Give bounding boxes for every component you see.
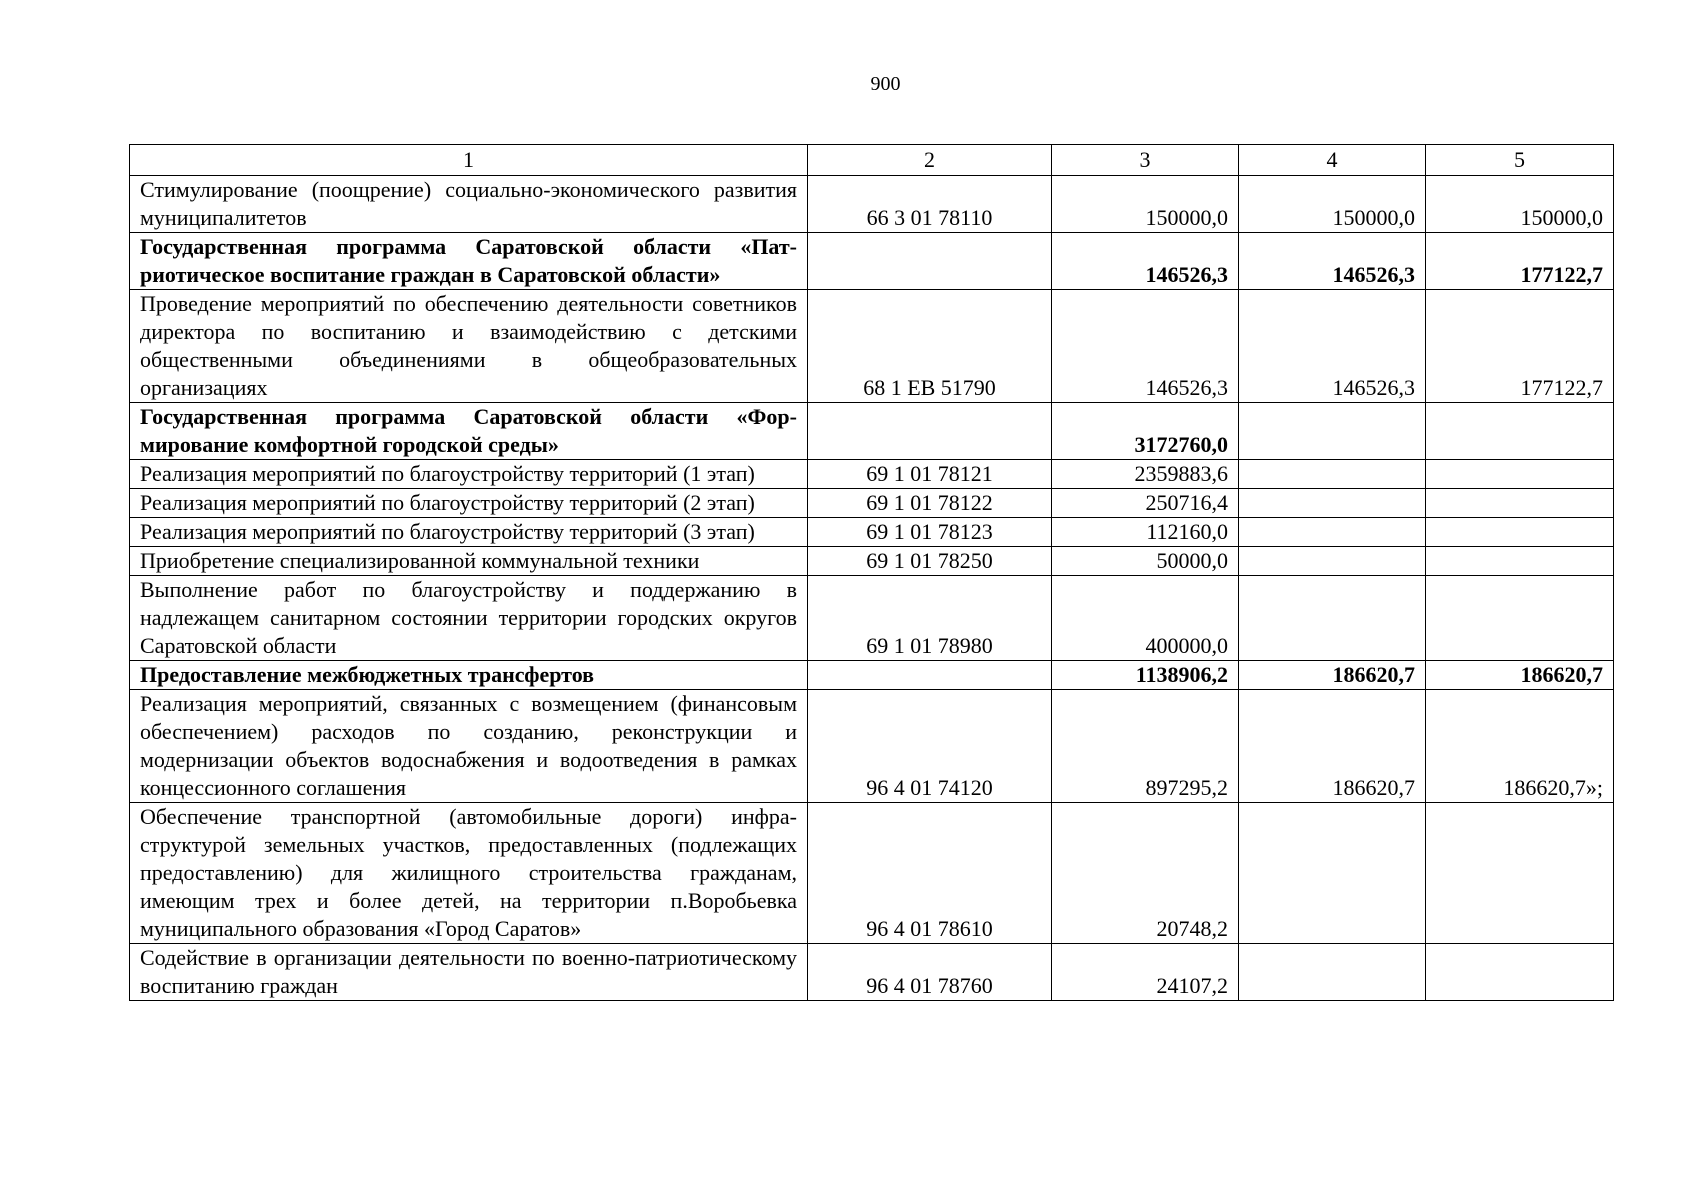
row-value-col3: 150000,0 xyxy=(1052,176,1239,233)
page-number: 900 xyxy=(870,73,901,95)
table-row xyxy=(130,690,1614,803)
row-value-col3: 250716,4 xyxy=(1052,489,1239,518)
table-row xyxy=(130,176,1614,233)
row-value-col5 xyxy=(1426,803,1614,944)
row-value-col3: 112160,0 xyxy=(1052,518,1239,547)
row-value-col3: 146526,3 xyxy=(1052,233,1239,290)
column-header-4: 4 xyxy=(1239,145,1426,176)
row-value-col5 xyxy=(1426,518,1614,547)
row-value-col5 xyxy=(1426,944,1614,1001)
row-value-col4 xyxy=(1239,576,1426,661)
row-value-col4: 186620,7 xyxy=(1239,661,1426,690)
table-row xyxy=(130,460,1614,489)
column-header-3: 3 xyxy=(1052,145,1239,176)
row-value-col3: 24107,2 xyxy=(1052,944,1239,1001)
row-value-col4 xyxy=(1239,803,1426,944)
row-name-cell: Стимулирование (поощрение) социально-экономического развития муниципалитетов xyxy=(130,176,808,233)
table-row xyxy=(130,944,1614,1001)
row-name-cell: Выполнение работ по благоустройству и поддержанию в надлежащем санитарном состоянии территории городских округов Саратовской области xyxy=(130,576,808,661)
row-value-col4: 146526,3 xyxy=(1239,233,1426,290)
table-row xyxy=(130,518,1614,547)
row-value-col5 xyxy=(1426,403,1614,460)
row-value-col4 xyxy=(1239,547,1426,576)
row-value-col3: 20748,2 xyxy=(1052,803,1239,944)
row-code-cell xyxy=(808,661,1052,690)
row-name-cell: Содействие в организации деятельности по военно-патриотическому воспитанию граждан xyxy=(130,944,808,1001)
row-code-cell: 66 3 01 78110 xyxy=(808,176,1052,233)
row-value-col4 xyxy=(1239,518,1426,547)
row-value-col5 xyxy=(1426,460,1614,489)
table-row xyxy=(130,661,1614,690)
row-value-col4 xyxy=(1239,489,1426,518)
row-name-cell: Государственная программа Саратовской области «Патриотическое воспитание граждан в Саратовской области» xyxy=(130,233,808,290)
header-row xyxy=(130,145,1614,176)
column-header-5: 5 xyxy=(1426,145,1614,176)
row-name-cell: Приобретение специализированной коммунальной техники xyxy=(130,547,808,576)
row-name-cell: Государственная программа Саратовской области «Формирование комфортной городской среды» xyxy=(130,403,808,460)
row-code-cell: 96 4 01 74120 xyxy=(808,690,1052,803)
table-row xyxy=(130,489,1614,518)
column-header-2: 2 xyxy=(808,145,1052,176)
row-value-col3: 1138906,2 xyxy=(1052,661,1239,690)
row-name-cell: Обеспечение транспортной (автомобильные дороги) инфраструктурой земельных участков, предоставленных (подлежащих предоставлению) для жилищного строительства гражданам, имеющим трех и более детей, на территории п.Воробьевка муниципального образования «Город Саратов» xyxy=(130,803,808,944)
row-value-col3: 146526,3 xyxy=(1052,290,1239,403)
table-row xyxy=(130,576,1614,661)
row-name-cell: Реализация мероприятий по благоустройству территорий (3 этап) xyxy=(130,518,808,547)
row-name-cell: Проведение мероприятий по обеспечению деятельности советников директора по воспитанию и взаимодействию с детскими общественными объединениями в общеобразовательных организациях xyxy=(130,290,808,403)
row-code-cell xyxy=(808,403,1052,460)
row-code-cell: 69 1 01 78123 xyxy=(808,518,1052,547)
row-value-col5: 186620,7»; xyxy=(1426,690,1614,803)
row-value-col5: 186620,7 xyxy=(1426,661,1614,690)
row-value-col5 xyxy=(1426,576,1614,661)
table-row xyxy=(130,290,1614,403)
row-value-col3: 2359883,6 xyxy=(1052,460,1239,489)
row-code-cell: 69 1 01 78121 xyxy=(808,460,1052,489)
row-value-col5: 150000,0 xyxy=(1426,176,1614,233)
row-value-col5: 177122,7 xyxy=(1426,290,1614,403)
row-name-cell: Реализация мероприятий, связанных с возмещением (финансовым обеспечением) расходов по созданию, реконструкции и модернизации объектов водоснабжения и водоотведения в рамках концессионного соглашения xyxy=(130,690,808,803)
table-row xyxy=(130,803,1614,944)
table-row xyxy=(130,233,1614,290)
row-value-col3: 50000,0 xyxy=(1052,547,1239,576)
row-code-cell: 69 1 01 78250 xyxy=(808,547,1052,576)
row-name-cell: Реализация мероприятий по благоустройству территорий (1 этап) xyxy=(130,460,808,489)
row-value-col3: 3172760,0 xyxy=(1052,403,1239,460)
row-code-cell: 69 1 01 78122 xyxy=(808,489,1052,518)
row-value-col4 xyxy=(1239,460,1426,489)
table-row xyxy=(130,403,1614,460)
row-value-col5 xyxy=(1426,547,1614,576)
row-value-col4: 186620,7 xyxy=(1239,690,1426,803)
row-value-col4: 150000,0 xyxy=(1239,176,1426,233)
row-code-cell: 96 4 01 78760 xyxy=(808,944,1052,1001)
row-value-col3: 897295,2 xyxy=(1052,690,1239,803)
row-code-cell: 68 1 ЕВ 51790 xyxy=(808,290,1052,403)
column-header-1: 1 xyxy=(130,145,808,176)
row-name-cell: Предоставление межбюджетных трансфертов xyxy=(130,661,808,690)
row-code-cell: 69 1 01 78980 xyxy=(808,576,1052,661)
row-value-col5 xyxy=(1426,489,1614,518)
row-value-col3: 400000,0 xyxy=(1052,576,1239,661)
table-row xyxy=(130,547,1614,576)
row-value-col4 xyxy=(1239,403,1426,460)
budget-table xyxy=(129,144,1614,1001)
row-code-cell: 96 4 01 78610 xyxy=(808,803,1052,944)
row-value-col4: 146526,3 xyxy=(1239,290,1426,403)
row-value-col4 xyxy=(1239,944,1426,1001)
row-code-cell xyxy=(808,233,1052,290)
row-name-cell: Реализация мероприятий по благоустройству территорий (2 этап) xyxy=(130,489,808,518)
row-value-col5: 177122,7 xyxy=(1426,233,1614,290)
